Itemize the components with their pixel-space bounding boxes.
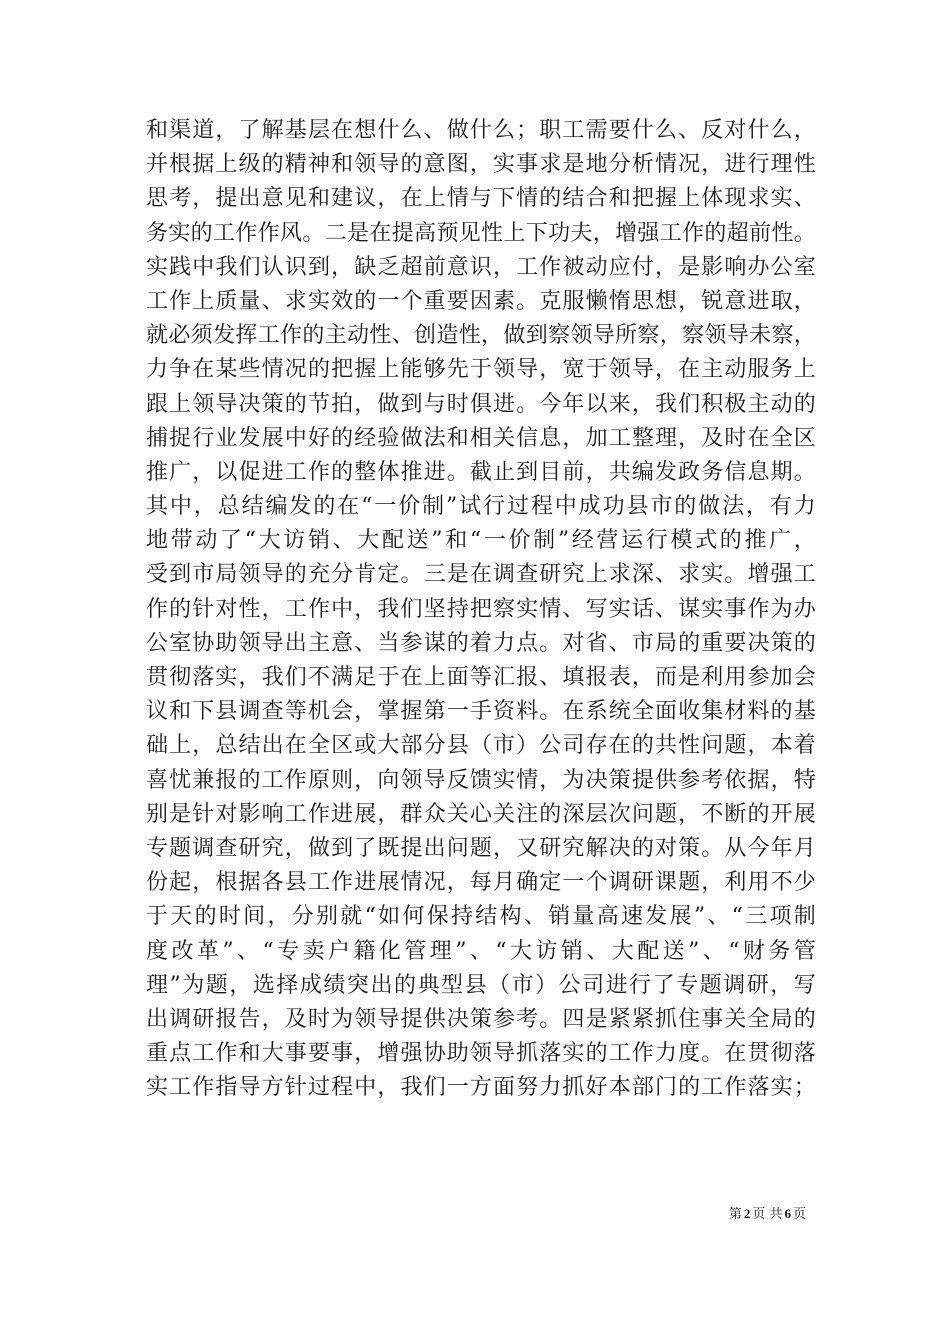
text-line: 思考，提出意见和建议，在上情与下情的结合和把握上体现求实、 (146, 186, 816, 212)
text-line: 专题调查研究，做到了既提出问题，又研究解决的对策。从今年月 (146, 835, 816, 861)
footer-suffix: 页 (792, 1207, 806, 1222)
text-line: 出调研报告，及时为领导提供决策参考。四是紧紧抓住事关全局的 (146, 1006, 816, 1032)
text-line: 务实的工作作风。二是在提高预见性上下功夫，增强工作的超前性。 (146, 220, 816, 246)
text-line: 度改革”、“专卖户籍化管理”、“大访销、大配送”、“财务管 (146, 938, 816, 964)
text-line: 实工作指导方针过程中，我们一方面努力抓好本部门的工作落实； (146, 1075, 816, 1101)
text-line: 推广，以促进工作的整体推进。截止到目前，共编发政务信息期。 (146, 459, 816, 485)
text-line: 并根据上级的精神和领导的意图，实事求是地分析情况，进行理性 (146, 152, 816, 178)
current-page-number: 2 (743, 1206, 751, 1221)
text-line: 和渠道，了解基层在想什么、做什么；职工需要什么、反对什么， (146, 118, 816, 143)
text-line: 于天的时间，分别就“如何保持结构、销量高速发展”、“三项制 (146, 904, 816, 930)
footer-prefix: 第 (728, 1207, 742, 1222)
body-text (146, 114, 816, 1105)
text-line: 受到市局领导的充分肯定。三是在调查研究上求深、求实。增强工 (146, 562, 816, 588)
text-line: 贯彻落实，我们不满足于在上面等汇报、填报表，而是利用参加会 (146, 665, 816, 690)
text-line: 其中，总结编发的在“一价制”试行过程中成功县市的做法，有力 (146, 494, 816, 520)
text-line: 别是针对影响工作进展，群众关心关注的深层次问题，不断的开展 (146, 801, 816, 827)
text-line: 力争在某些情况的把握上能够先于领导，宽于领导，在主动服务上 (146, 357, 816, 383)
text-line: 议和下县调查等机会，掌握第一手资料。在系统全面收集材料的基 (146, 699, 816, 725)
text-line: 跟上领导决策的节拍，做到与时俱进。今年以来，我们积极主动的 (146, 391, 816, 417)
text-line: 理”为题，选择成绩突出的典型县（市）公司进行了专题调研，写 (146, 972, 816, 998)
text-line: 捕捉行业发展中好的经验做法和相关信息，加工整理，及时在全区 (146, 425, 816, 451)
footer-middle: 页 共 (752, 1207, 783, 1222)
text-line: 础上，总结出在全区或大部分县（市）公司存在的共性问题，本着 (146, 733, 816, 759)
text-line: 作的针对性，工作中，我们坚持把察实情、写实话、谋实事作为办 (146, 596, 816, 622)
page-footer (0, 1205, 806, 1224)
text-line: 就必须发挥工作的主动性、创造性，做到察领导所察，察领导未察， (146, 323, 816, 349)
text-line: 份起，根据各县工作进展情况，每月确定一个调研课题，利用不少 (146, 870, 816, 896)
text-line: 实践中我们认识到，缺乏超前意识，工作被动应付，是影响办公室 (146, 254, 816, 280)
text-line: 工作上质量、求实效的一个重要因素。克服懒惰思想，锐意进取， (146, 288, 816, 314)
text-line: 喜忧兼报的工作原则，向领导反馈实情，为决策提供参考依据，特 (146, 767, 816, 793)
total-pages-number: 6 (784, 1206, 791, 1221)
text-line: 公室协助领导出主意、当参谋的着力点。对省、市局的重要决策的 (146, 630, 816, 656)
text-line: 地带动了“大访销、大配送”和“一价制”经营运行模式的推广， (146, 528, 816, 554)
text-line: 重点工作和大事要事，增强协助领导抓落实的工作力度。在贯彻落 (146, 1041, 816, 1067)
